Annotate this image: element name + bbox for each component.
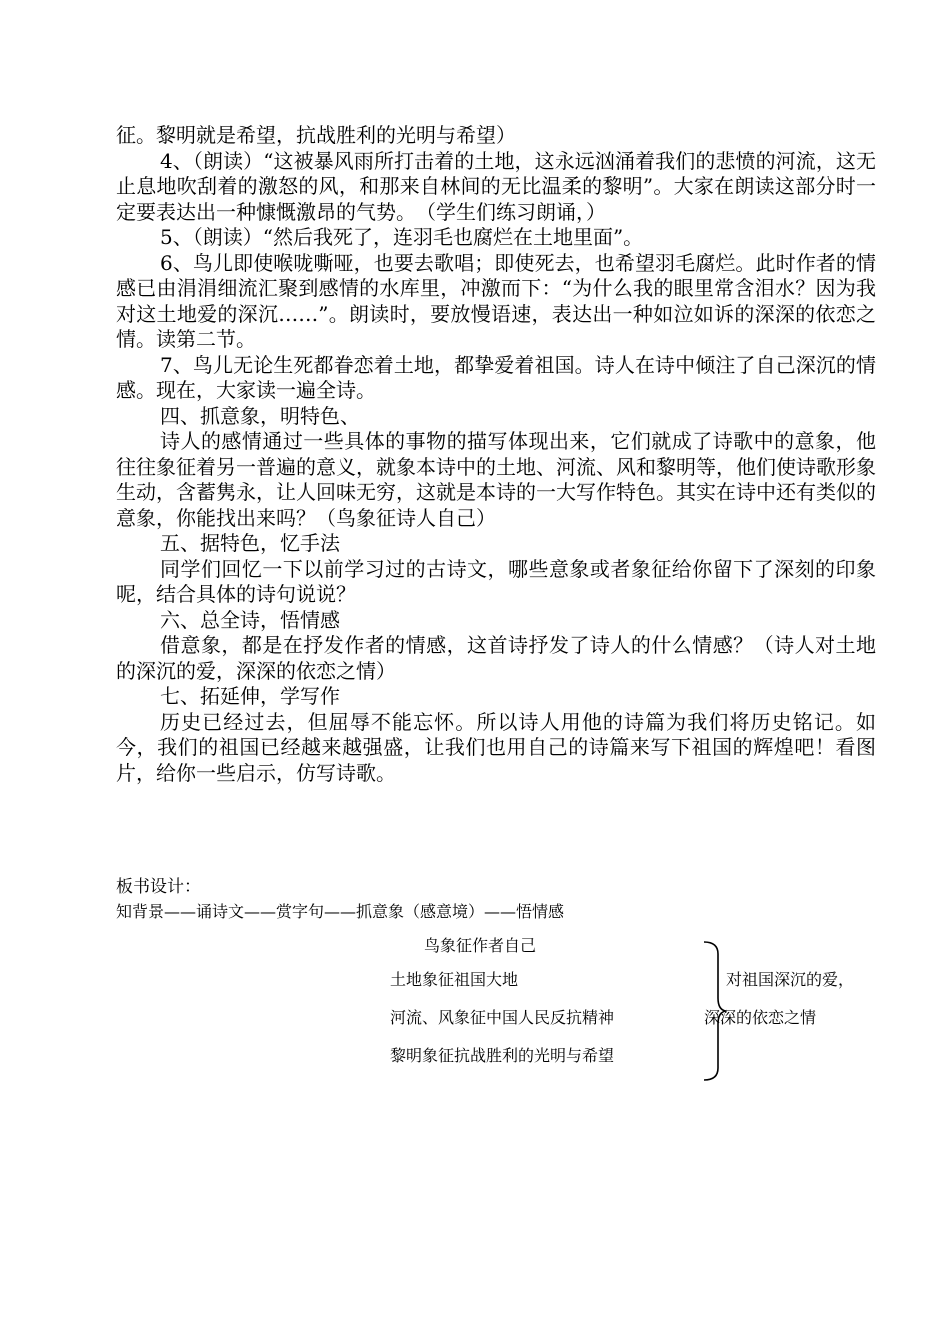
board-item: 土地象征祖国大地 xyxy=(390,970,519,989)
section-heading: 七、拓延伸，学写作 xyxy=(160,684,340,708)
paragraph: 5、（朗读）“然后我死了，连羽毛也腐烂在土地里面”。 xyxy=(160,225,644,249)
paragraph: 同学们回忆一下以前学习过的古诗文，哪些意象或者象征给你留下了深刻的印象呢，结合具体的诗句说说？ xyxy=(116,556,876,606)
section-heading: 四、抓意象，明特色、 xyxy=(160,403,360,428)
paragraph: 征。黎明就是希望，抗战胜利的光明与希望） xyxy=(116,123,516,147)
paragraph: 历史已经过去，但屈辱不能忘怀。所以诗人用他的诗篇为我们将历史铭记。如今，我们的祖国已经越来越强盛，让我们也用自己的诗篇来写下祖国的辉煌吧！看图片，给你一些启示，仿写诗歌。 xyxy=(116,709,876,785)
board-conclusion: 深深的依恋之情 xyxy=(704,1008,817,1027)
board-item: 黎明象征抗战胜利的光明与希望 xyxy=(390,1046,615,1065)
board-flow: 知背景——诵诗文——赏字句——抓意象（感意境）——悟情感 xyxy=(116,902,565,921)
board-title: 板书设计： xyxy=(116,877,201,897)
paragraph: 诗人的感情通过一些具体的事物的描写体现出来，它们就成了诗歌中的意象，他往往象征着另一普遍的意义，就象本诗中的土地、河流、风和黎明等，他们使诗歌形象生动，含蓄隽永，让人回味无穷，这就是本诗的一大写作特色。其实在诗中还有类似的意象，你能找出来吗？（鸟象征诗人自己） xyxy=(116,429,876,530)
board-item: 河流、风象征中国人民反抗精神 xyxy=(390,1008,615,1027)
paragraph: 借意象，都是在抒发作者的情感，这首诗抒发了诗人的什么情感？（诗人对土地的深沉的爱，深深的依恋之情） xyxy=(116,633,876,683)
section-heading: 六、总全诗，悟情感 xyxy=(160,607,340,632)
board-item: 鸟象征作者自己 xyxy=(424,936,537,955)
board-conclusion: 对祖国深沉的爱， xyxy=(726,970,855,989)
paragraph: 7、鸟儿无论生死都眷恋着土地，都挚爱着祖国。诗人在诗中倾注了自己深沉的情感。现在，大家读一遍全诗。 xyxy=(116,352,876,402)
paragraph: 4、（朗读）“这被暴风雨所打击着的土地，这永远汹涌着我们的悲愤的河流，这无止息地吹刮着的激怒的风，和那来自林间的无比温柔的黎明”。大家在朗读这部分时一定要表达出一种慷慨激昂的气势。 （学生们练习朗诵，） xyxy=(116,148,876,224)
section-heading: 五、据特色，忆手法 xyxy=(160,531,340,555)
body-text xyxy=(116,123,876,786)
paragraph: 6、鸟儿即使喉咙嘶哑，也要去歌唱；即使死去，也希望羽毛腐烂。此时作者的情感已由涓涓细流汇聚到感情的水库里，冲激而下：“为什么我的眼里常含泪水？因为我对这土地爱的深沉……”。朗读时，要放慢语速，表达出一种如泣如诉的深深的依恋之情。读第二节。 xyxy=(116,250,876,351)
